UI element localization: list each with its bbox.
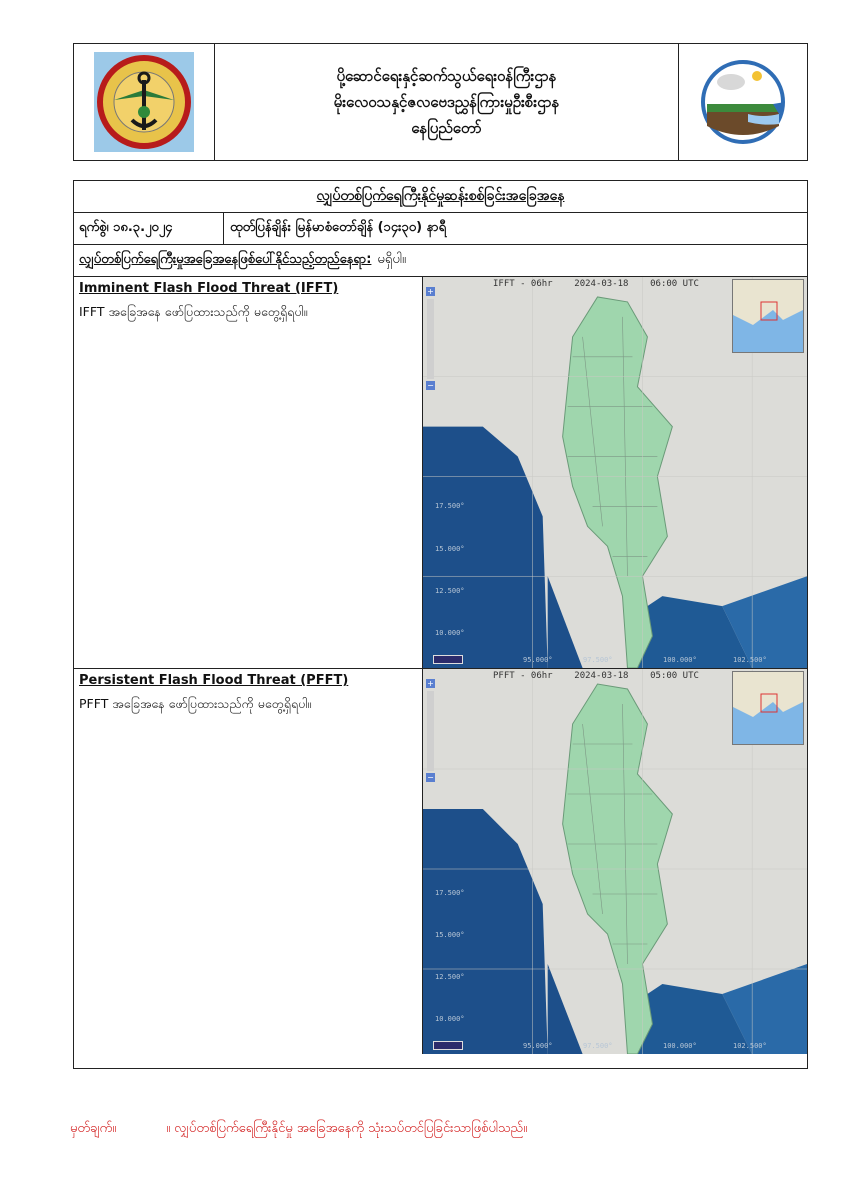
lon-label: 97.500° [583, 656, 613, 664]
header-line1: ပို့ဆောင်ရေးနှင့်ဆက်သွယ်ရေးဝန်ကြီးဌာန [336, 67, 557, 85]
lat-label: 10.000° [435, 1015, 465, 1023]
header-line3: နေပြည်တော် [411, 119, 482, 137]
affected-areas-row [74, 245, 807, 277]
ifft-text [74, 277, 423, 668]
affected-areas-label: လျှပ်တစ်ပြက်ရေကြီးမှုအခြေအနေဖြစ်ပေါ်နိုင်သည့်တည်နေရာ: [79, 252, 372, 267]
lat-label: 10.000° [435, 629, 465, 637]
lat-label: 17.500° [435, 889, 465, 897]
pfft-text [74, 669, 423, 1054]
scale-bar [433, 655, 463, 664]
lat-label: 17.500° [435, 502, 465, 510]
zoom-in-icon[interactable]: + [427, 679, 434, 688]
ifft-title: Imminent Flash Flood Threat (IFFT) [79, 281, 339, 296]
lon-label: 95.000° [523, 1042, 553, 1050]
header-box [73, 43, 808, 161]
ifft-body: IFFT အခြေအနေ ဖော်ပြထားသည်ကို မတွေ့ရှိရပါ။ [79, 304, 308, 319]
ifft-section [74, 277, 807, 669]
scale-bar [433, 1041, 463, 1050]
ifft-map [423, 277, 807, 668]
lon-label: 102.500° [733, 656, 767, 664]
lon-label: 102.500° [733, 1042, 767, 1050]
dmh-logo [678, 44, 807, 160]
pfft-title: Persistent Flash Flood Threat (PFFT) [79, 673, 349, 688]
pfft-map [423, 669, 807, 1054]
header-titles [215, 44, 678, 160]
zoom-in-icon[interactable]: + [427, 287, 434, 296]
lon-label: 97.500° [583, 1042, 613, 1050]
ministry-emblem-icon [92, 50, 196, 154]
lon-label: 95.000° [523, 656, 553, 664]
affected-areas-value: မရှိပါ။ [377, 252, 406, 267]
ifft-zoom-control[interactable] [426, 287, 436, 393]
zoom-slider[interactable] [427, 299, 434, 379]
zoom-slider[interactable] [427, 691, 434, 771]
header-line2: မိုးလေဝသနှင့်ဇလဗေဒညွှန်ကြားမှုဦးစီးဌာန [333, 93, 560, 111]
pfft-map-caption: PFFT - 06hr 2024-03-18 05:00 UTC [493, 671, 699, 681]
lon-label: 100.000° [663, 656, 697, 664]
report-date: ရက်စွဲ၊ ၁၈.၃.၂၀၂၄ [74, 213, 224, 244]
note-label: မှတ်ချက်။ [70, 1121, 117, 1136]
footer-note [70, 1120, 527, 1139]
pfft-inset-map [732, 671, 804, 745]
zoom-out-icon[interactable]: − [427, 773, 434, 782]
lat-label: 12.500° [435, 587, 465, 595]
lat-label: 15.000° [435, 545, 465, 553]
zoom-out-icon[interactable]: − [427, 381, 434, 390]
lat-label: 12.500° [435, 973, 465, 981]
date-row [74, 213, 807, 245]
inset-map-graphic [733, 672, 803, 744]
pfft-section [74, 669, 807, 1054]
lon-label: 100.000° [663, 1042, 697, 1050]
ifft-map-caption: IFFT - 06hr 2024-03-18 06:00 UTC [493, 279, 699, 289]
lat-label: 15.000° [435, 931, 465, 939]
report-title: လျှပ်တစ်ပြက်ရေကြီးနိုင်မှုဆန်းစစ်ခြင်းအခြေအနေ [74, 181, 807, 213]
pfft-zoom-control[interactable] [426, 679, 436, 785]
ifft-inset-map [732, 279, 804, 353]
issue-time: ထုတ်ပြန်ချိန်း မြန်မာစံတော်ချိန် (၁၄း၃၀) နာရီ [230, 220, 447, 235]
pfft-body: PFFT အခြေအနေ ဖော်ပြထားသည်ကို မတွေ့ရှိရပါ။ [79, 696, 312, 711]
inset-map-graphic [733, 280, 803, 352]
water-cycle-icon [693, 52, 793, 152]
report-table [73, 180, 808, 1069]
note-text: ။ လျှပ်တစ်ပြက်ရေကြီးနိုင်မှု အခြေအနေကို သုံးသပ်တင်ပြခြင်းသာဖြစ်ပါသည်။ [166, 1121, 528, 1136]
ministry-logo [74, 44, 215, 160]
